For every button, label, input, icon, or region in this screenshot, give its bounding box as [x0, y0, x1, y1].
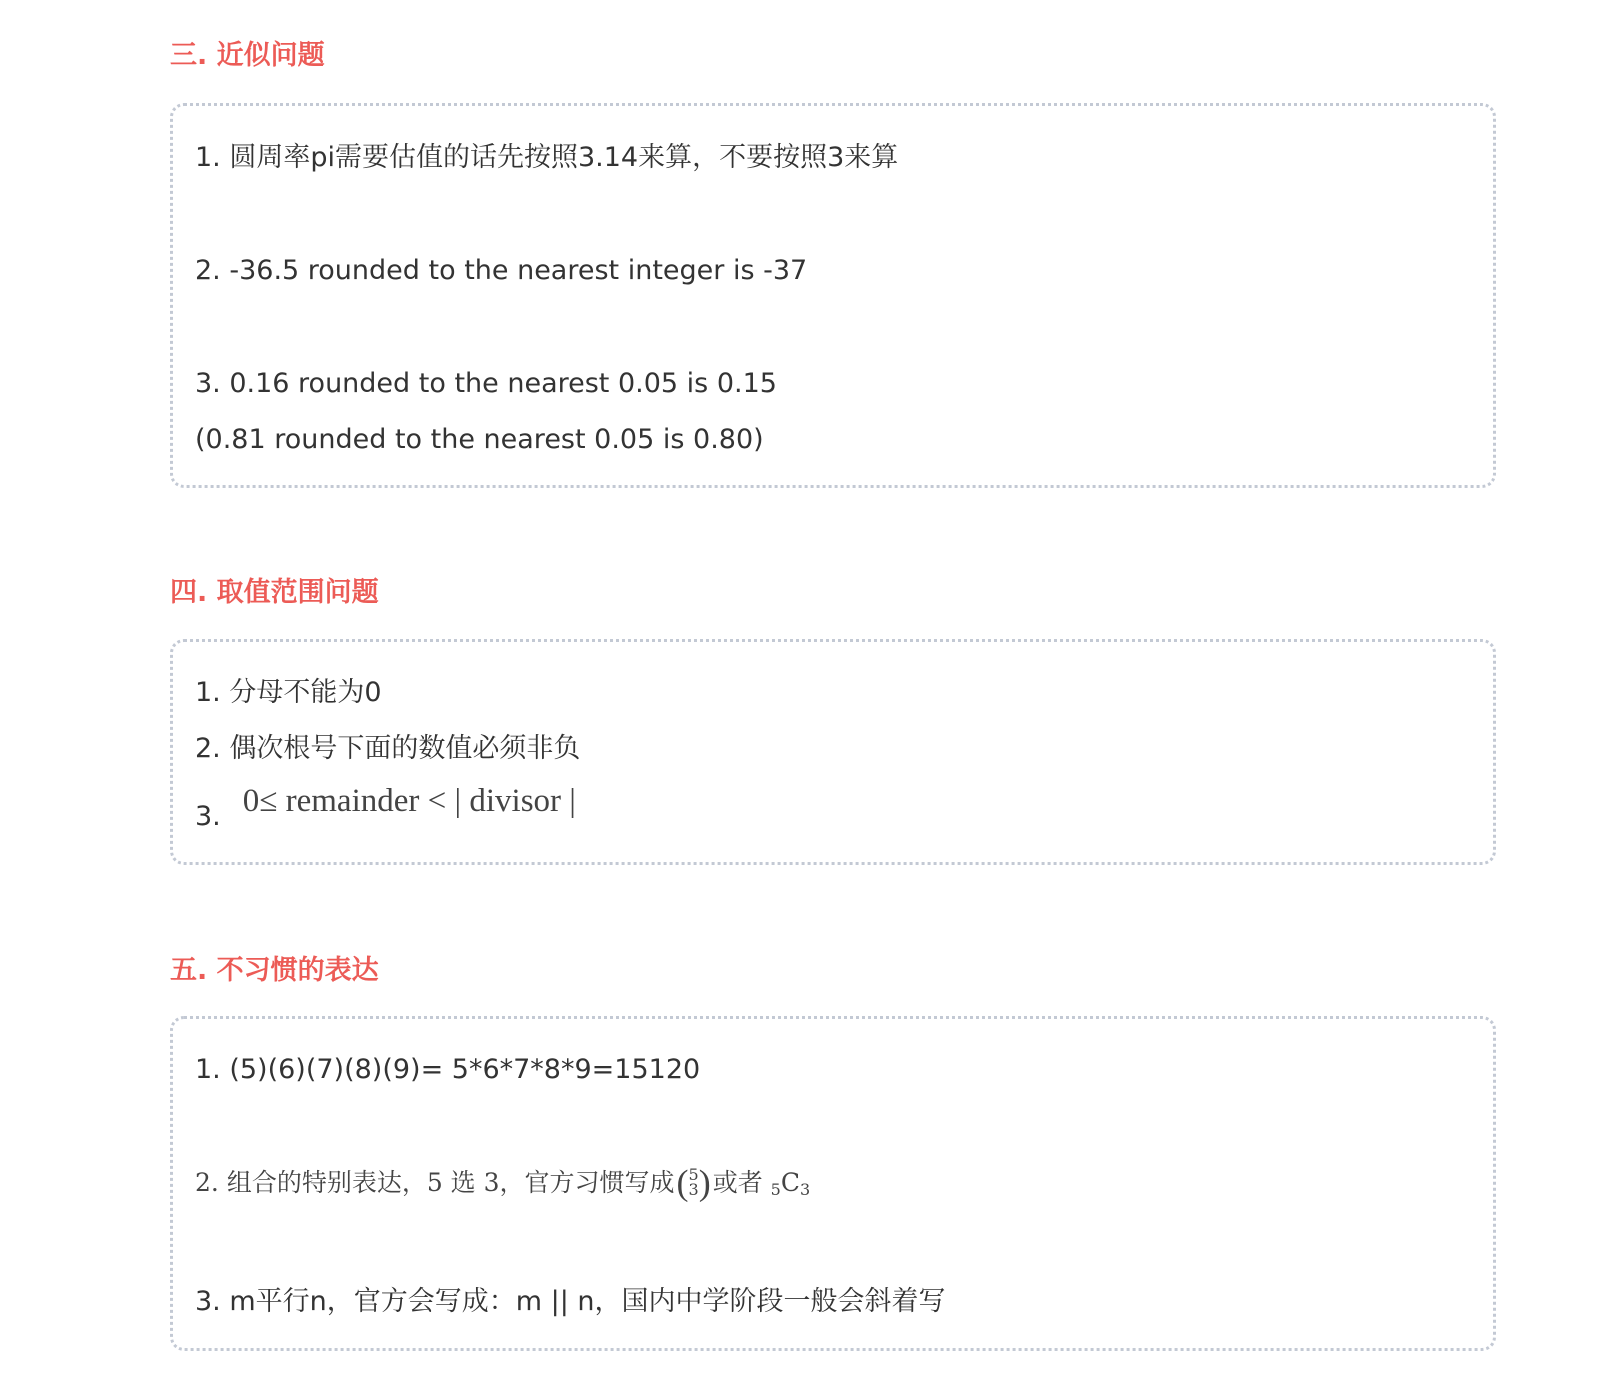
- binomial-bottom: 3: [688, 1180, 699, 1200]
- list-item-number: 3.: [195, 801, 221, 832]
- list-item-combination: [195, 1162, 811, 1204]
- nc-subscript: 3: [800, 1180, 811, 1199]
- list-item: 3. m平行n，官方会写成：m || n，国内中学阶段一般会斜着写: [195, 1286, 946, 1317]
- list-item: 1. (5)(6)(7)(8)(9)= 5*6*7*8*9=15120: [195, 1054, 701, 1085]
- list-item-number: 2.: [195, 1168, 219, 1197]
- binomial-notation: ( 5 3 ): [676, 1162, 711, 1203]
- combination-text: 组合的特别表达，5 选 3，官方习惯写成: [226, 1168, 675, 1197]
- combination-or-text: 或者: [712, 1168, 771, 1197]
- unfamiliar-expressions-box: [170, 1016, 1496, 1351]
- section-heading-unfamiliar-expressions: 五. 不习惯的表达: [170, 955, 379, 986]
- approximation-box: [170, 103, 1496, 488]
- list-item: (0.81 rounded to the nearest 0.05 is 0.80): [195, 424, 764, 455]
- list-item: 2. -36.5 rounded to the nearest integer is -37: [195, 255, 808, 286]
- list-item: 1. 分母不能为0: [195, 677, 382, 708]
- section-heading-approximation: 三. 近似问题: [170, 40, 325, 71]
- value-range-box: [170, 639, 1496, 865]
- nc-prefix: 5: [770, 1180, 781, 1199]
- remainder-formula: 0≤ remainder < | divisor |: [242, 783, 576, 819]
- nc-letter: C: [780, 1168, 800, 1197]
- list-item: 2. 偶次根号下面的数值必须非负: [195, 733, 581, 764]
- list-item-formula: [195, 783, 576, 835]
- list-item: 1. 圆周率pi需要估值的话先按照3.14来算，不要按照3来算: [195, 142, 899, 173]
- section-heading-value-range: 四. 取值范围问题: [170, 577, 379, 608]
- list-item: 3. 0.16 rounded to the nearest 0.05 is 0.15: [195, 368, 777, 399]
- binomial-top: 5: [688, 1165, 699, 1185]
